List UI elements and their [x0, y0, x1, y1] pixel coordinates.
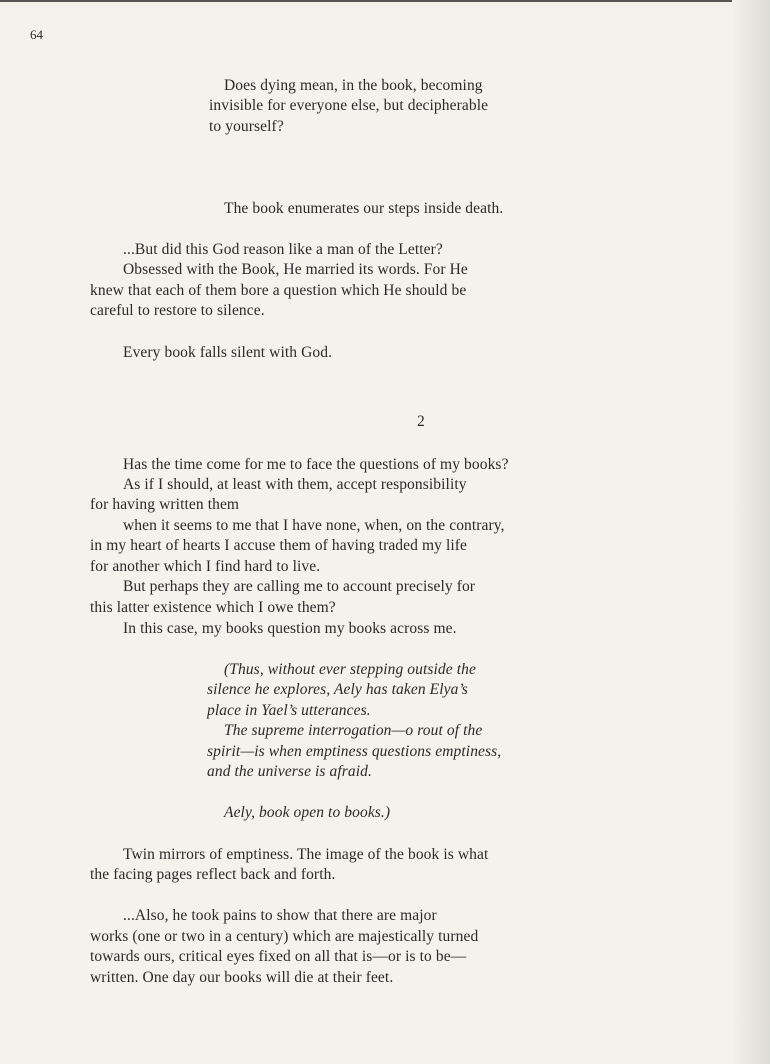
text-line: Every book falls silent with God. [123, 344, 333, 361]
text-line: Twin mirrors of emptiness. The image of the book is what [123, 846, 489, 863]
page-gutter-shadow [732, 0, 770, 1064]
text-line: Has the time come for me to face the questions of my books? [123, 456, 509, 473]
italic-line: and the universe is afraid. [207, 763, 373, 780]
text-line: Obsessed with the Book, He married its words. For He [123, 261, 468, 278]
text-line: the facing pages reflect back and forth. [90, 866, 336, 883]
text-line: to yourself? [209, 118, 284, 135]
italic-line: spirit—is when emptiness questions emptiness, [207, 743, 502, 760]
text-line: But perhaps they are calling me to account precisely for [123, 578, 476, 595]
text-line: invisible for everyone else, but decipherable [209, 97, 489, 114]
italic-line: The supreme interrogation—o rout of the [224, 722, 483, 739]
text-line: As if I should, at least with them, accept responsibility [123, 476, 467, 493]
text-line: works (one or two in a century) which are majestically turned [90, 928, 479, 945]
text-line: when it seems to me that I have none, when, on the contrary, [123, 517, 505, 534]
italic-line: silence he explores, Aely has taken Elya’s [207, 681, 468, 698]
text-line: knew that each of them bore a question which He should be [90, 282, 467, 299]
page-top-edge [0, 0, 770, 2]
text-line: The book enumerates our steps inside death. [224, 200, 504, 217]
text-line: for another which I find hard to live. [90, 558, 321, 575]
italic-line: (Thus, without ever stepping outside the [224, 661, 476, 678]
text-line: for having written them [90, 496, 240, 513]
text-line: In this case, my books question my books across me. [123, 620, 457, 637]
text-line: this latter existence which I owe them? [90, 599, 336, 616]
text-line: ...Also, he took pains to show that there are major [123, 907, 437, 924]
italic-line: place in Yael’s utterances. [207, 702, 371, 719]
text-line: Does dying mean, in the book, becoming [224, 77, 483, 94]
text-line: careful to restore to silence. [90, 302, 265, 319]
text-line: ...But did this God reason like a man of the Letter? [123, 241, 443, 258]
text-line: towards ours, critical eyes fixed on all that is—or is to be— [90, 948, 467, 965]
section-number: 2 [417, 413, 425, 430]
italic-line: Aely, book open to books.) [224, 804, 391, 821]
text-line: in my heart of hearts I accuse them of having traded my life [90, 537, 468, 554]
text-line: written. One day our books will die at their feet. [90, 969, 394, 986]
page-number: 64 [30, 27, 43, 42]
